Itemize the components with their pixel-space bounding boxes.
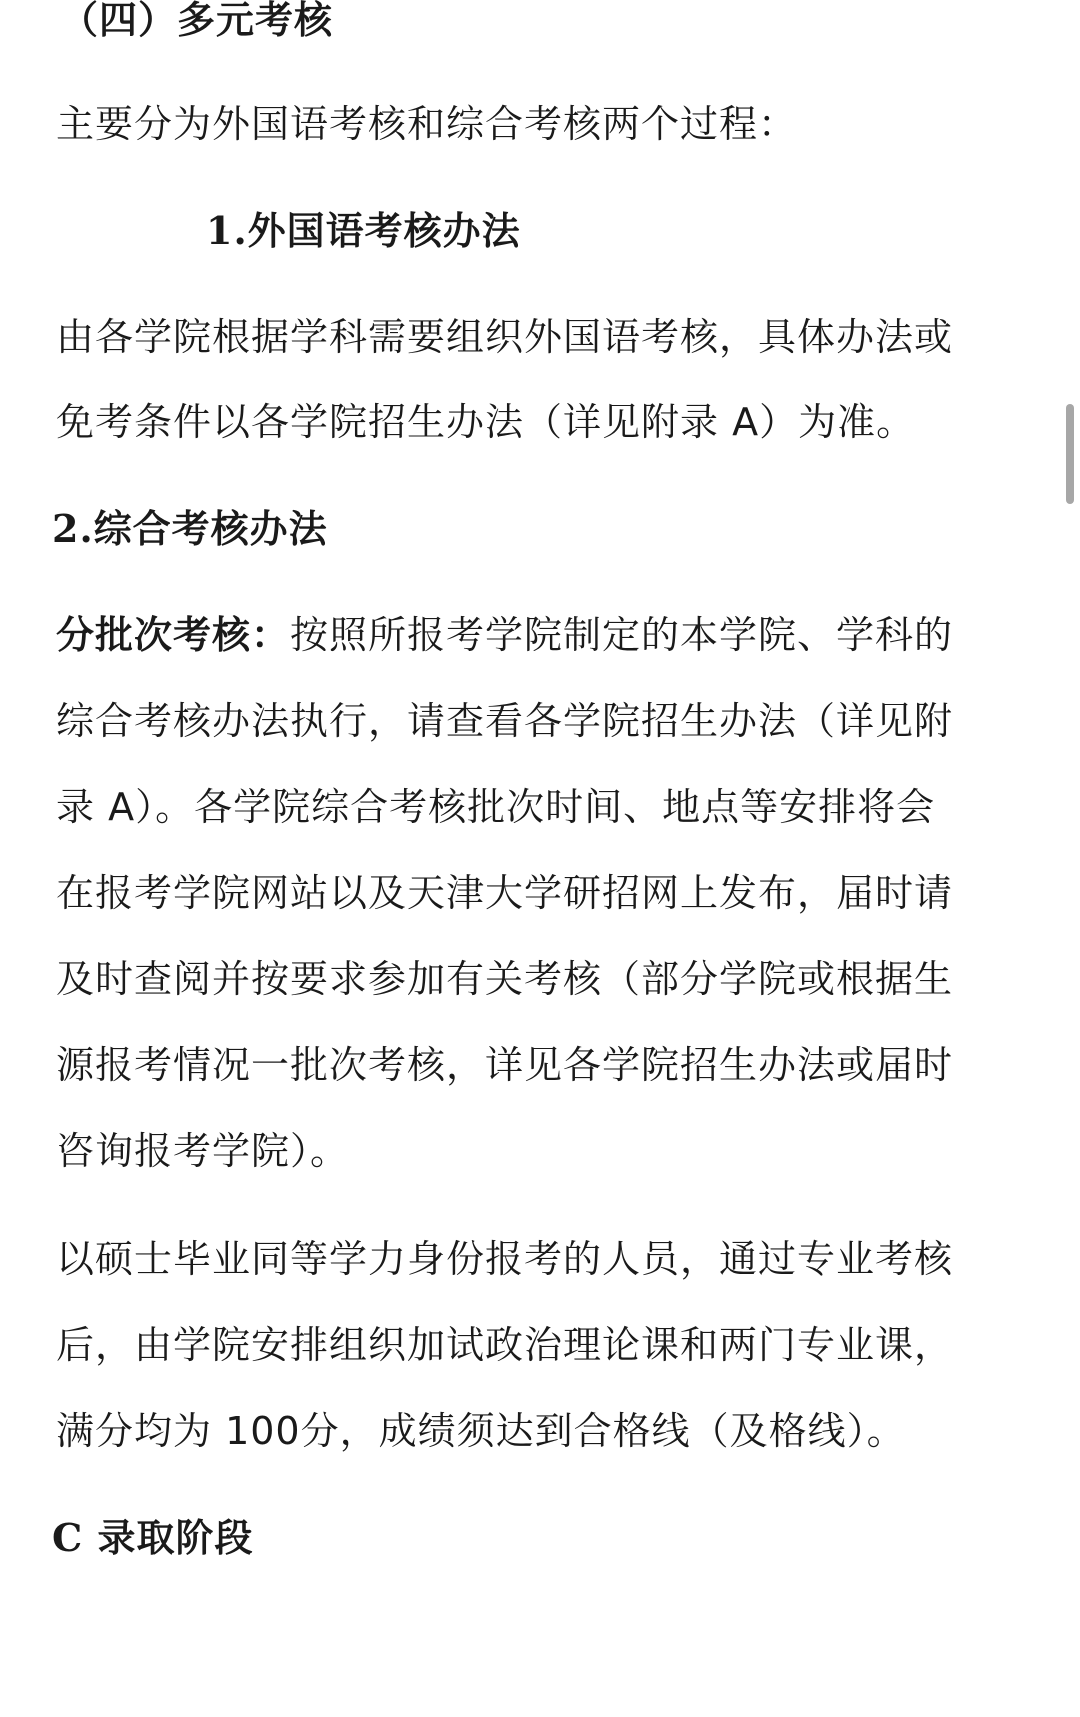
batch-paragraph-line: 源报考情况一批次考核，详见各学院招生办法或届时	[56, 1043, 954, 1087]
batch-paragraph-line: 咨询报考学院）。	[56, 1129, 350, 1173]
section-heading: （四）多元考核	[60, 0, 334, 42]
batch-paragraph-line: 及时查阅并按要求参加有关考核（部分学院或根据生	[56, 957, 954, 1001]
batch-paragraph-line: 综合考核办法执行，请查看各学院招生办法（详见附	[56, 699, 954, 743]
batch-paragraph-line: 录 A）。各学院综合考核批次时间、地点等安排将会	[56, 785, 936, 829]
admission-stage-heading: C 录取阶段	[52, 1515, 254, 1560]
batch-label: 分批次考核：	[56, 613, 291, 657]
batch-paragraph-line: 在报考学院网站以及天津大学研招网上发布，届时请	[56, 871, 954, 915]
scrollbar-thumb[interactable]	[1066, 404, 1074, 504]
equivalent-paragraph-line: 满分均为 100分，成绩须达到合格线（及格线）。	[56, 1409, 906, 1453]
equivalent-paragraph-line: 以硕士毕业同等学力身份报考的人员，通过专业考核	[56, 1237, 954, 1281]
comprehensive-heading: 2.综合考核办法	[52, 506, 328, 551]
batch-text: 按照所报考学院制定的本学院、学科的	[290, 613, 954, 657]
equivalent-paragraph-line: 后，由学院安排组织加试政治理论课和两门专业课，	[56, 1323, 954, 1367]
foreign-language-line: 免考条件以各学院招生办法（详见附录 A）为准。	[56, 400, 916, 444]
foreign-language-line: 由各学院根据学科需要组织外国语考核，具体办法或	[56, 315, 954, 359]
foreign-language-heading: 1.外国语考核办法	[206, 208, 521, 253]
intro-paragraph: 主要分为外国语考核和综合考核两个过程：	[56, 102, 798, 146]
batch-paragraph-line	[56, 611, 953, 659]
